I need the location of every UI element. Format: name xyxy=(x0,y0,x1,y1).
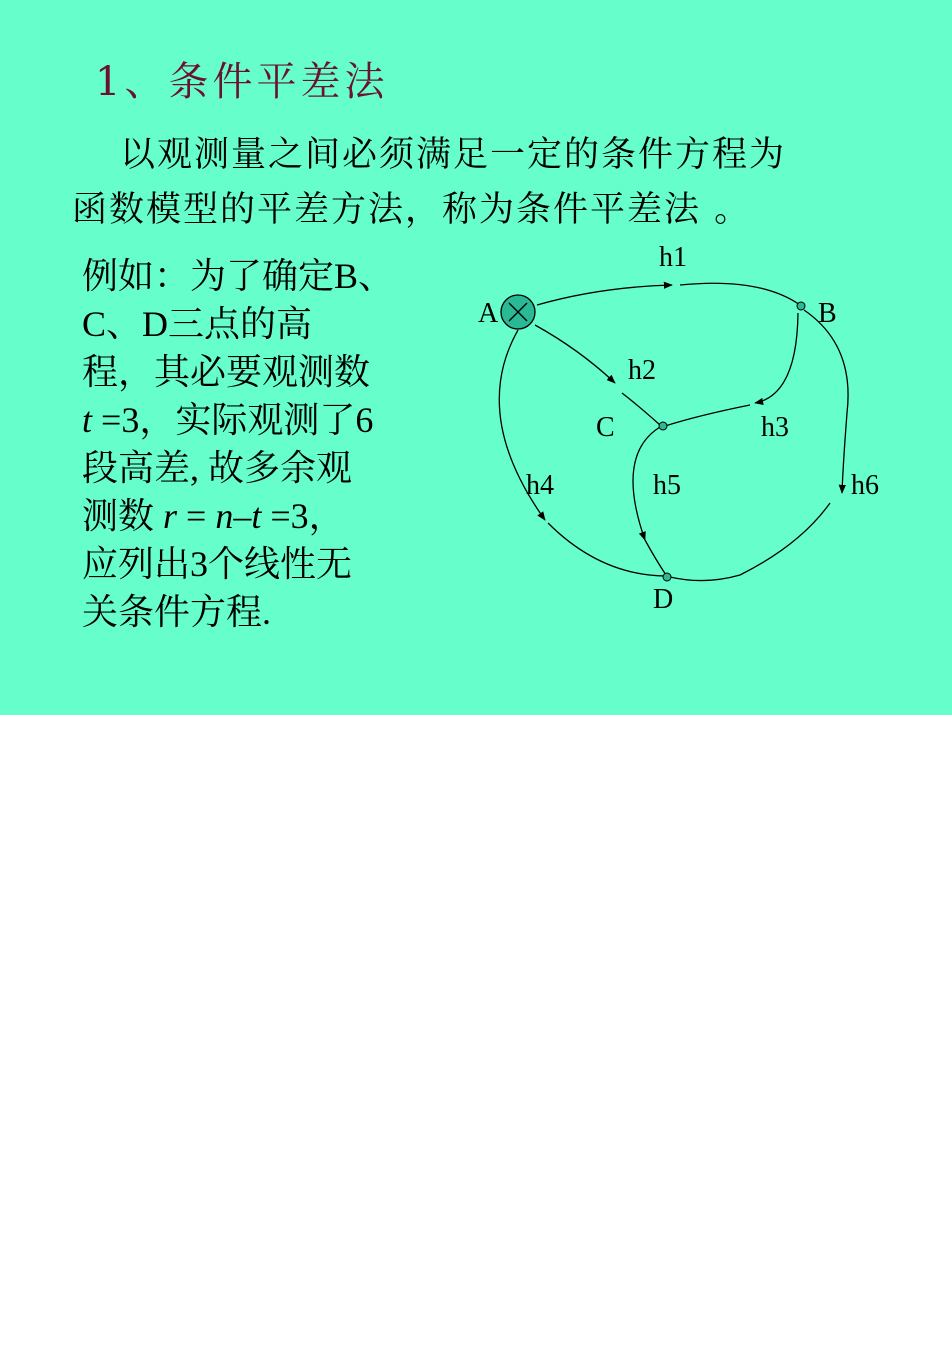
example-line-2: C、D三点的高 xyxy=(82,304,313,344)
var-r: r xyxy=(163,496,178,536)
slide-title: 1、条件平差法 xyxy=(95,59,389,105)
edge-h6 xyxy=(804,310,848,493)
label-a: A xyxy=(478,298,499,329)
minus-sign: – xyxy=(233,496,252,536)
example-line-3: 程，其必要观测数 xyxy=(82,352,371,392)
edge-h6-tail xyxy=(670,503,830,581)
edge-h4-tail xyxy=(548,523,665,576)
label-b: B xyxy=(818,298,837,329)
point-a-marker xyxy=(501,295,535,329)
label-h4: h4 xyxy=(526,470,554,501)
edge-h1-tail xyxy=(680,283,800,305)
label-h3: h3 xyxy=(761,412,789,443)
label-d: D xyxy=(653,584,674,615)
var-n: n xyxy=(215,496,234,536)
label-h2: h2 xyxy=(628,355,656,386)
definition-line-2: 函数模型的平差方法，称为条件平差法 。 xyxy=(72,190,752,230)
leveling-network-diagram xyxy=(460,235,900,630)
example-line-8: 关条件方程. xyxy=(82,592,272,632)
edge-h3 xyxy=(755,313,798,403)
point-b-marker xyxy=(797,302,805,310)
label-h6: h6 xyxy=(851,470,879,501)
eq-sign-2: =3， xyxy=(261,496,345,536)
example-line-4-rest: =3，实际观测了6 xyxy=(92,400,374,440)
var-t-2: t xyxy=(251,496,262,536)
label-h1: h1 xyxy=(659,242,687,273)
definition-line-1: 以观测量之间必须满足一定的条件方程为 xyxy=(120,135,787,175)
edge-h1 xyxy=(537,285,672,305)
definition-paragraph xyxy=(72,128,922,238)
var-t: t xyxy=(82,400,93,440)
example-paragraph xyxy=(82,252,442,636)
edge-h2 xyxy=(535,325,615,383)
point-d-marker xyxy=(663,573,671,581)
eq-sign-1: = xyxy=(177,496,216,536)
label-c: C xyxy=(596,412,615,443)
example-line-7: 应列出3个线性无 xyxy=(82,544,353,584)
edge-h5-tail xyxy=(645,540,666,575)
example-line-6 xyxy=(82,492,442,540)
example-line-6-pre: 测数 xyxy=(82,496,164,536)
label-h5: h5 xyxy=(653,470,681,501)
blank-area xyxy=(0,715,952,1347)
example-line-5: 段高差, 故多余观 xyxy=(82,448,353,488)
point-c-marker xyxy=(659,422,667,430)
example-line-1: 例如：为了确定B、 xyxy=(82,256,395,296)
edge-h3-tail xyxy=(665,405,750,426)
edge-h2-tail xyxy=(622,393,660,425)
example-line-4 xyxy=(82,396,442,444)
